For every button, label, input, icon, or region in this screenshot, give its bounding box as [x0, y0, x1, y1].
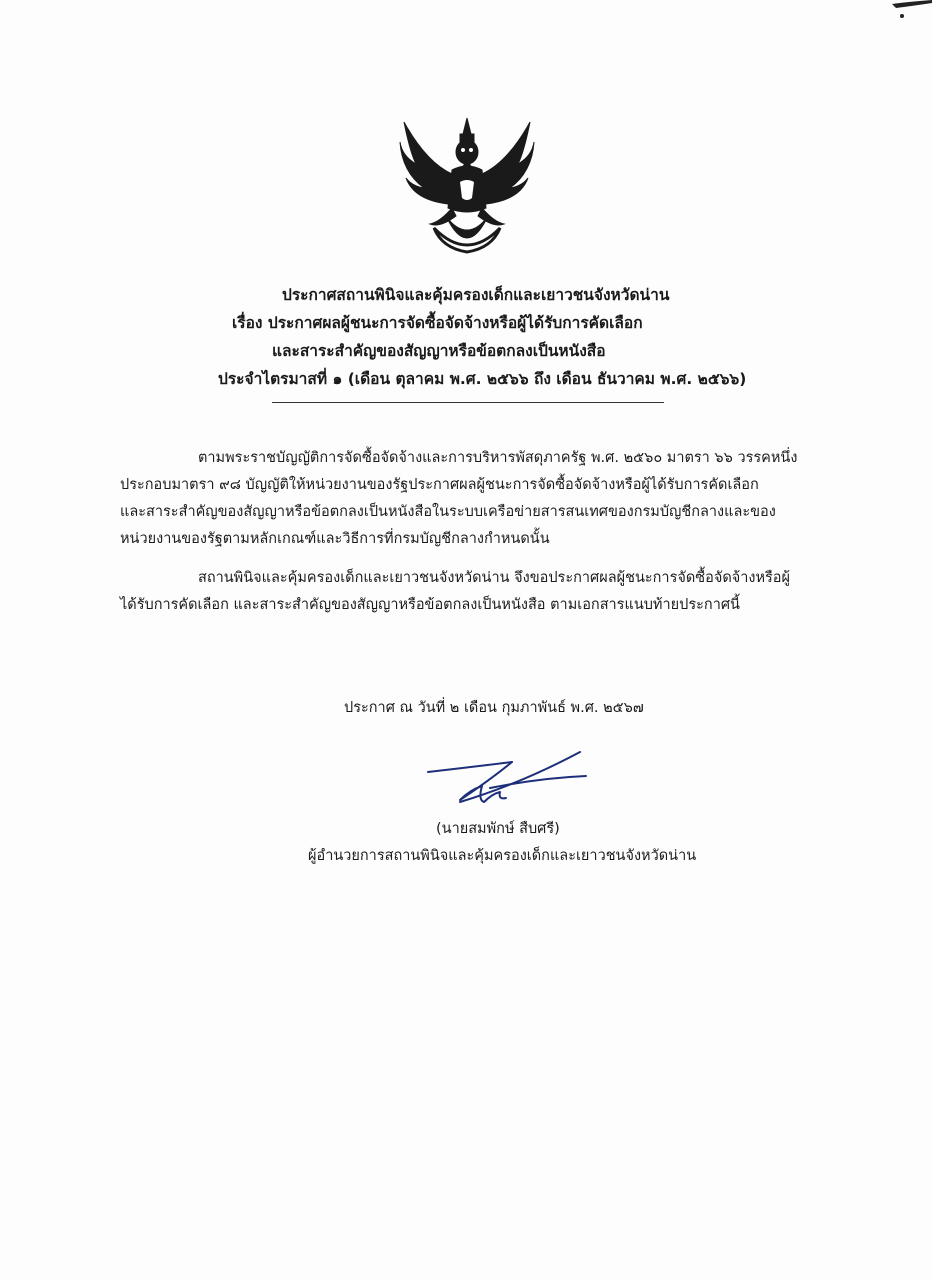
scan-corner-mark — [892, 0, 932, 20]
handwritten-signature — [420, 744, 590, 812]
title-line-2: เรื่อง ประกาศผลผู้ชนะการจัดซื้อจัดจ้างหรือผู้ได้รับการคัดเลือก — [232, 314, 643, 332]
title-line-3: และสาระสำคัญของสัญญาหรือข้อตกลงเป็นหนังสือ — [272, 342, 606, 360]
title-line-1: ประกาศสถานพินิจและคุ้มครองเด็กและเยาวชนจังหวัดน่าน — [282, 286, 670, 304]
announcement-date: ประกาศ ณ วันที่ ๒ เดือน กุมภาพันธ์ พ.ศ. ๒๕๖๗ — [344, 700, 644, 716]
paragraph1-line2: ประกอบมาตรา ๙๘ บัญญัติให้หน่วยงานของรัฐประกาศผลผู้ชนะการจัดซื้อจัดจ้างหรือผู้ได้รับการคัดเลือก — [120, 477, 759, 493]
signatory-name: (นายสมพักษ์ สืบศรี) — [436, 821, 560, 837]
paragraph1-line1: ตามพระราชบัญญัติการจัดซื้อจัดจ้างและการบริหารพัสดุภาครัฐ พ.ศ. ๒๕๖๐ มาตรา ๖๖ วรรคหนึ่ง — [198, 450, 798, 466]
signatory-position: ผู้อำนวยการสถานพินิจและคุ้มครองเด็กและเยาวชนจังหวัดน่าน — [308, 848, 697, 864]
paragraph2-line2: ได้รับการคัดเลือก และสาระสำคัญของสัญญาหรือข้อตกลงเป็นหนังสือ ตามเอกสารแนบท้ายประกาศนี้ — [120, 597, 740, 613]
paragraph1-line4: หน่วยงานของรัฐตามหลักเกณฑ์และวิธีการที่กรมบัญชีกลางกำหนดนั้น — [120, 531, 550, 547]
title-divider — [272, 402, 664, 403]
title-line-4: ประจำไตรมาสที่ ๑ (เดือน ตุลาคม พ.ศ. ๒๕๖๖ ถึง เดือน ธันวาคม พ.ศ. ๒๕๖๖) — [218, 370, 747, 388]
garuda-emblem — [396, 112, 538, 260]
paragraph1-line3: และสาระสำคัญของสัญญาหรือข้อตกลงเป็นหนังสือในระบบเครือข่ายสารสนเทศของกรมบัญชีกลางและของ — [120, 504, 776, 520]
paragraph2-line1: สถานพินิจและคุ้มครองเด็กและเยาวชนจังหวัดน่าน จึงขอประกาศผลผู้ชนะการจัดซื้อจัดจ้างหรือผู้ — [198, 570, 791, 586]
